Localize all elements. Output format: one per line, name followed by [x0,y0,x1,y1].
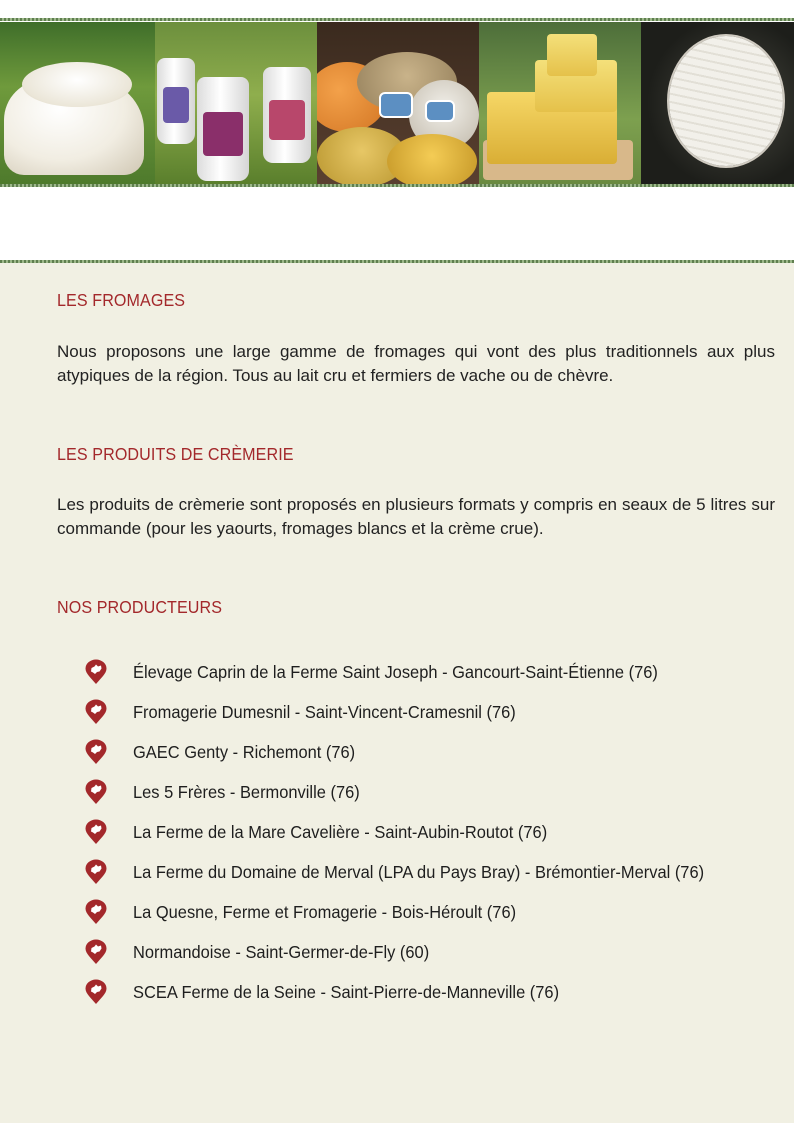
producer-item [84,852,741,892]
normandy-map-pin-icon [84,819,108,845]
banner-bottom-rule [0,184,794,187]
producer-name: Fromagerie Dumesnil - Saint-Vincent-Cramesnil (76) [133,701,516,722]
normandy-map-pin-icon [84,939,108,965]
cheese-assortment-photo [317,22,479,184]
cremerie-title: LES PRODUITS DE CRÈMERIE [57,444,294,464]
producers-list [84,652,741,1012]
producer-item [84,892,741,932]
producer-name: Les 5 Frères - Bermonville (76) [133,781,360,802]
producer-name: SCEA Ferme de la Seine - Saint-Pierre-de-Manneville (76) [133,981,560,1002]
yogurt-jars-photo [155,22,317,184]
producer-name: GAEC Genty - Richemont (76) [133,741,356,762]
banner-top-rule [0,18,794,21]
producteurs-title: NOS PRODUCTEURS [57,597,223,617]
producer-item [84,972,741,1012]
producer-item [84,652,741,692]
producer-item [84,932,741,972]
white-round-cheese-photo [641,22,794,184]
fromages-title: LES FROMAGES [57,290,186,310]
producer-name: La Quesne, Ferme et Fromagerie - Bois-Héroult (76) [133,901,517,922]
producer-item [84,692,741,732]
normandy-map-pin-icon [84,659,108,685]
cremerie-text: Les produits de crèmerie sont proposés en plusieurs formats y compris en seaux de 5 litres sur commande (pour les yaourts, fromages blancs et la crème crue). [57,495,775,538]
producer-item [84,812,741,852]
normandy-map-pin-icon [84,779,108,805]
fromages-text: Nous proposons une large gamme de fromages qui vont des plus traditionnels aux plus atypiques de la région. Tous au lait cru et fermiers de vache ou de chèvre. [57,342,775,385]
producer-item [84,772,741,812]
normandy-map-pin-icon [84,979,108,1005]
soft-cheese-photo [0,22,155,184]
normandy-map-pin-icon [84,899,108,925]
photo-banner [0,22,794,184]
producer-name: Élevage Caprin de la Ferme Saint Joseph - Gancourt-Saint-Étienne (76) [133,661,658,682]
producer-item [84,732,741,772]
cheese-wedges-photo [479,22,641,184]
panel-top-rule [0,260,794,263]
producer-name: La Ferme du Domaine de Merval (LPA du Pays Bray) - Brémontier-Merval (76) [133,861,705,882]
producer-name: Normandoise - Saint-Germer-de-Fly (60) [133,941,430,962]
normandy-map-pin-icon [84,699,108,725]
producer-name: La Ferme de la Mare Cavelière - Saint-Aubin-Routot (76) [133,821,548,842]
normandy-map-pin-icon [84,859,108,885]
normandy-map-pin-icon [84,739,108,765]
